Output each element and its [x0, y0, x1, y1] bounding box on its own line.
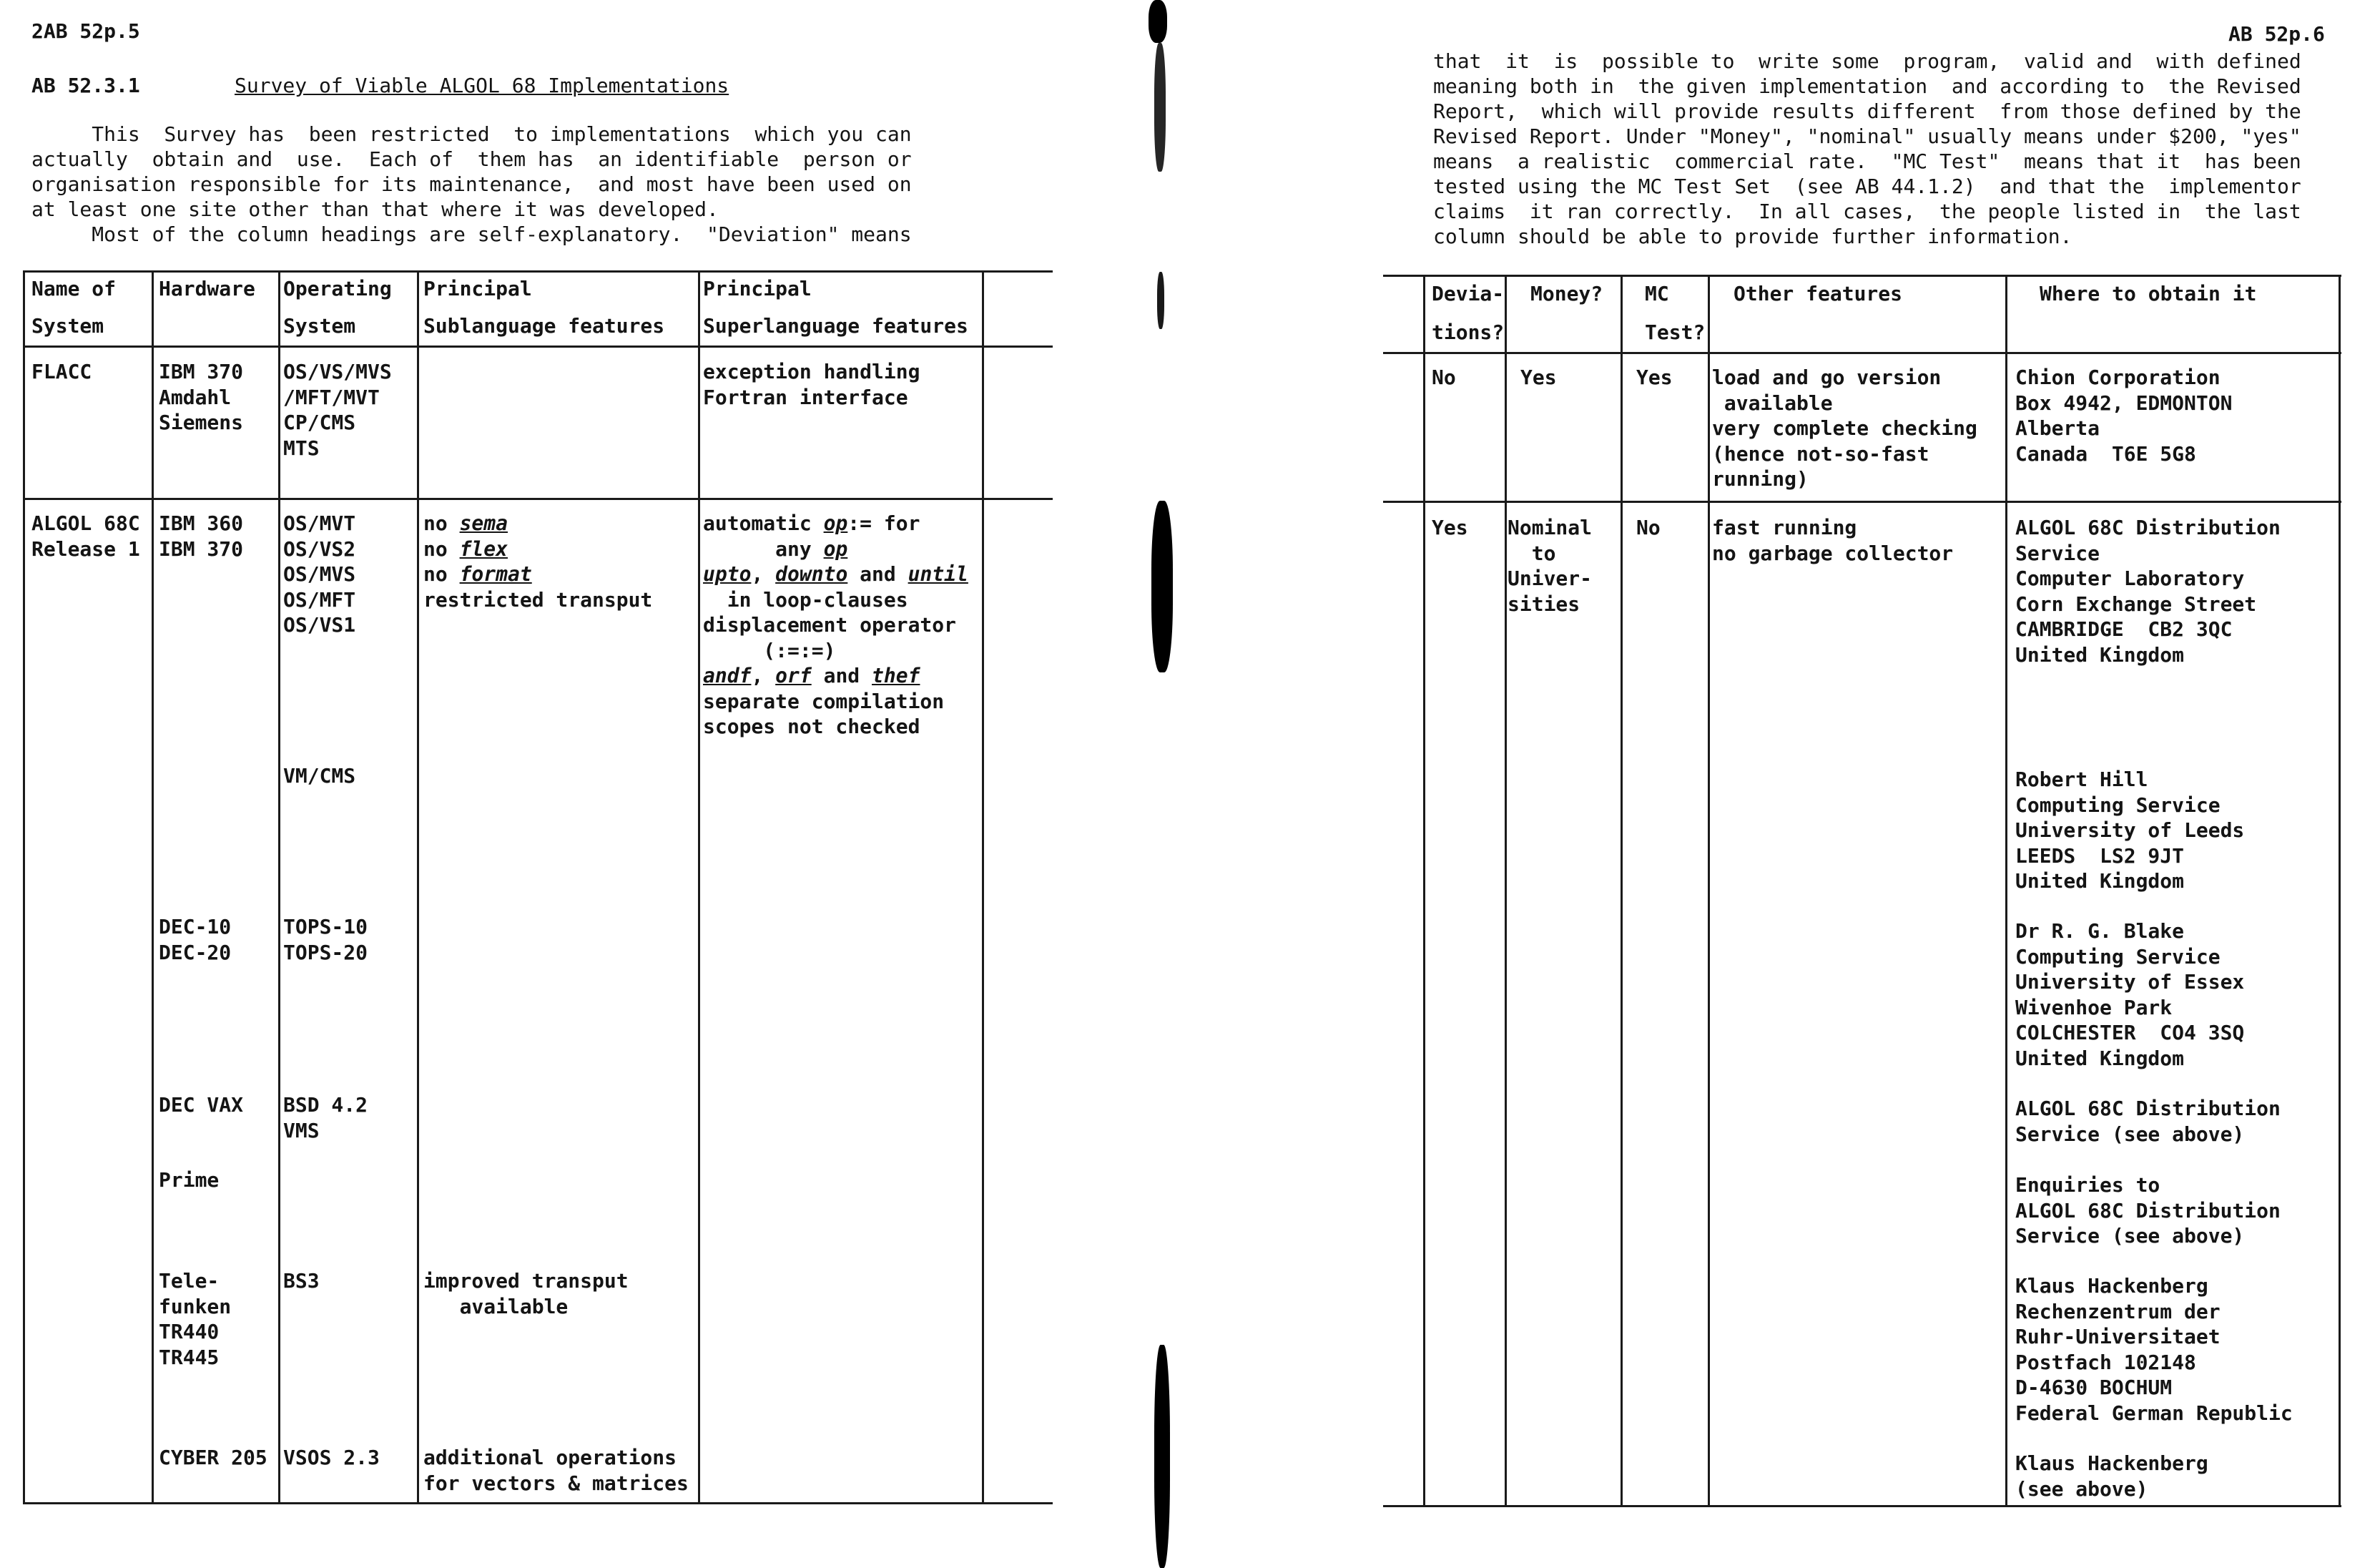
intro-line: tested using the MC Test Set (see AB 44.1.2) and that the implementor: [1433, 175, 2301, 198]
header-other-features: Other features: [1734, 282, 1903, 305]
dec-os: TOPS-10 TOPS-20: [283, 915, 368, 964]
table-rule: [2005, 275, 2007, 1507]
header-sublanguage: Principal Sublanguage features: [423, 277, 665, 338]
intro-line: means a realistic commercial rate. "MC Test" means that it has been: [1433, 150, 2301, 173]
intro-line: that it is possible to write some program, valid and with defined: [1433, 49, 2301, 73]
table-rule: [698, 270, 700, 1504]
header-deviations: Devia- tions?: [1432, 282, 1505, 344]
page-ref-right: AB 52p.6: [2228, 22, 2325, 46]
header-where-to-obtain: Where to obtain it: [2040, 282, 2257, 305]
table-rule: [417, 270, 419, 1504]
telefunken-os: BS3: [283, 1269, 320, 1293]
where-cambridge: ALGOL 68C Distribution Service Computer Laboratory Corn Exchange Street CAMBRIDGE CB2 3QC United Kingdom: [2015, 516, 2281, 667]
algol68c-os: OS/MVT OS/VS2 OS/MVS OS/MFT OS/VS1: [283, 511, 356, 637]
table-rule: [1383, 352, 2341, 354]
header-os: Operating System: [283, 277, 392, 338]
telefunken-sublanguage: improved transput available: [423, 1269, 629, 1318]
spine-mark: [1151, 501, 1173, 672]
header-superlanguage: Principal Superlanguage features: [703, 277, 968, 338]
spine-mark: [1157, 272, 1164, 329]
flacc-deviations: No: [1432, 366, 1456, 389]
table-rule: [1423, 275, 1425, 1507]
where-vax: ALGOL 68C Distribution Service (see above): [2015, 1097, 2281, 1146]
intro-line: Report, which will provide results different from those defined by the: [1433, 99, 2301, 123]
intro-line: claims it ran correctly. In all cases, the people listed in the last: [1433, 200, 2301, 223]
table-rule: [1383, 1505, 2341, 1507]
algol68c-deviations: Yes: [1432, 516, 1468, 539]
flacc-where: Chion Corporation Box 4942, EDMONTON Alberta Canada T6E 5G8: [2015, 366, 2233, 466]
flacc-os: OS/VS/MVS /MFT/MVT CP/CMS MTS: [283, 360, 392, 460]
page-title: Survey of Viable ALGOL 68 Implementations: [235, 74, 729, 97]
section-number: AB 52.3.1: [31, 74, 140, 97]
vax-os: BSD 4.2 VMS: [283, 1093, 368, 1142]
intro-line: organisation responsible for its maintenance, and most have been used on: [31, 172, 912, 196]
header-name: Name of System: [31, 277, 117, 338]
dec-hardware: DEC-10 DEC-20: [159, 915, 232, 964]
where-telefunken: Klaus Hackenberg Rechenzentrum der Ruhr-Universitaet Postfach 102148 D-4630 BOCHUM Federal German Republic: [2015, 1274, 2293, 1425]
spine-mark: [1149, 0, 1167, 43]
flacc-name: FLACC: [31, 360, 92, 383]
flacc-superlanguage: exception handling Fortran interface: [703, 360, 920, 409]
header-money: Money?: [1530, 282, 1603, 305]
where-prime: Enquiries to ALGOL 68C Distribution Service (see above): [2015, 1173, 2281, 1248]
where-leeds: Robert Hill Computing Service University of Leeds LEEDS LS2 9JT United Kingdom: [2015, 768, 2245, 893]
header-hardware: Hardware: [159, 277, 255, 300]
cyber-os: VSOS 2.3: [283, 1446, 380, 1469]
header-mc-test: MC Test?: [1645, 282, 1706, 344]
algol68c-hardware: IBM 360 IBM 370: [159, 511, 244, 561]
table-rule: [2339, 275, 2341, 1507]
telefunken-hardware: Tele- funken TR440 TR445: [159, 1269, 232, 1369]
flacc-mc-test: Yes: [1636, 366, 1673, 389]
flacc-money: Yes: [1520, 366, 1557, 389]
table-rule: [23, 498, 1053, 500]
intro-line: Most of the column headings are self-explanatory. "Deviation" means: [31, 222, 912, 246]
table-rule: [23, 270, 25, 1504]
page-ref-left: 2AB 52p.5: [31, 19, 140, 43]
algol68c-mc-test: No: [1636, 516, 1661, 539]
vm-cms-os: VM/CMS: [283, 764, 356, 788]
cyber-hardware: CYBER 205: [159, 1446, 267, 1469]
cyber-sublanguage: additional operations for vectors & matrices: [423, 1446, 689, 1495]
where-essex: Dr R. G. Blake Computing Service University of Essex Wivenhoe Park COLCHESTER CO4 3SQ United Kingdom: [2015, 919, 2245, 1070]
spine-mark: [1154, 1345, 1170, 1568]
table-rule: [152, 270, 154, 1504]
table-rule: [278, 270, 280, 1504]
table-rule: [23, 346, 1053, 348]
intro-line: actually obtain and use. Each of them has an identifiable person or: [31, 147, 912, 171]
intro-line: meaning both in the given implementation and according to the Revised: [1433, 74, 2301, 98]
table-rule: [1505, 275, 1507, 1507]
algol68c-other-features: fast running no garbage collector: [1712, 516, 1954, 565]
intro-line: Revised Report. Under "Money", "nominal" usually means under $200, "yes": [1433, 124, 2301, 148]
table-rule: [1708, 275, 1710, 1507]
flacc-other-features: load and go version available very complete checking (hence not-so-fast running): [1712, 366, 1977, 491]
algol68c-name: ALGOL 68C Release 1: [31, 511, 140, 561]
table-rule: [982, 270, 984, 1504]
table-rule: [23, 1502, 1053, 1504]
algol68c-superlanguage: automatic op:= for any op upto, downto and until in loop-clauses displacement operator (:=:=) andf, orf and thef separate compilation scopes not checked: [703, 511, 968, 738]
vax-hardware: DEC VAX: [159, 1093, 244, 1117]
prime-hardware: Prime: [159, 1168, 220, 1192]
where-cyber: Klaus Hackenberg (see above): [2015, 1451, 2208, 1501]
flacc-hardware: IBM 370 Amdahl Siemens: [159, 360, 244, 434]
intro-line: This Survey has been restricted to implementations which you can: [31, 122, 912, 146]
algol68c-sublanguage: no sema no flex no format restricted transput: [423, 511, 653, 612]
table-rule: [1621, 275, 1623, 1507]
algol68c-money: Nominal to Univer- sities: [1508, 516, 1593, 616]
intro-line: at least one site other than that where it was developed.: [31, 197, 719, 221]
intro-line: column should be able to provide further information.: [1433, 225, 2072, 248]
spine-mark: [1154, 43, 1166, 172]
table-rule: [1383, 501, 2341, 503]
